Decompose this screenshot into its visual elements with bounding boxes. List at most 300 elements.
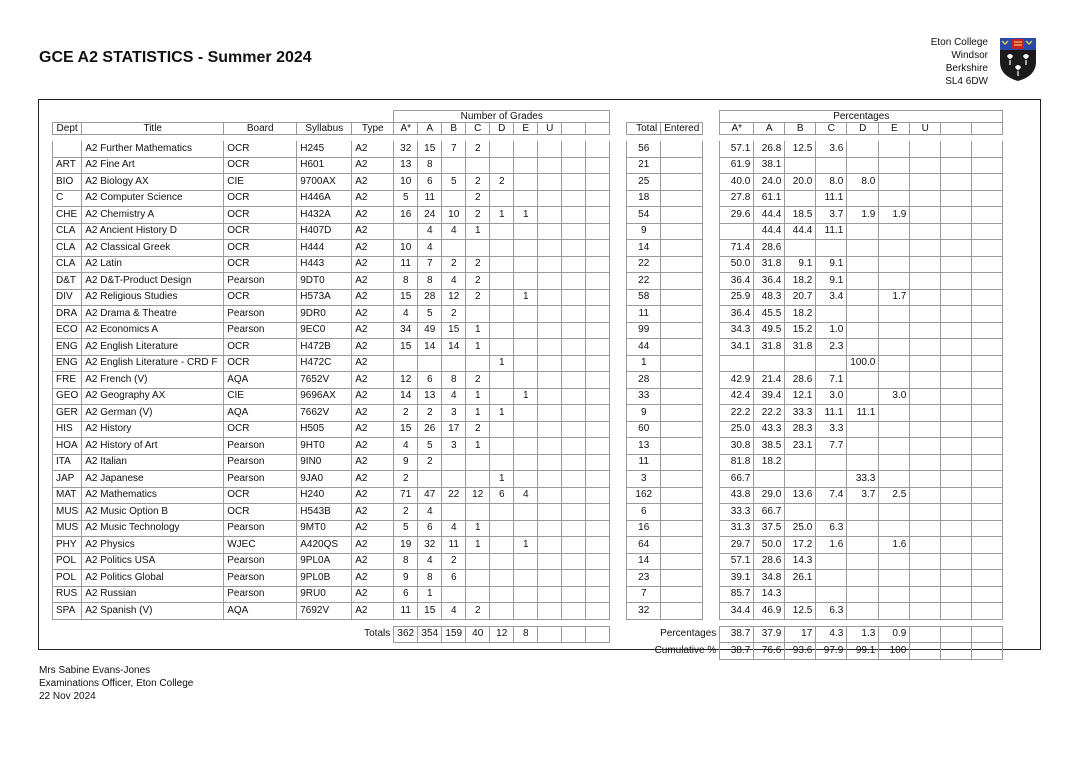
grade-count-cell: 15 bbox=[418, 141, 442, 157]
grade-count-cell: 9 bbox=[394, 454, 418, 471]
total-cell: 18 bbox=[627, 190, 661, 207]
blank-cell bbox=[610, 405, 627, 422]
blank-cell bbox=[941, 504, 972, 521]
grade-percent-cell: 21.4 bbox=[754, 372, 785, 389]
grade-percent-cell: 29.7 bbox=[720, 537, 754, 554]
blank-cell bbox=[703, 306, 720, 323]
grade-count-cell: 1 bbox=[418, 586, 442, 603]
grade-percent-cell bbox=[879, 471, 910, 488]
grade-percent-cell: 18.2 bbox=[785, 306, 816, 323]
total-grade-percent: 37.9 bbox=[754, 626, 785, 643]
dept-cell: MUS bbox=[53, 520, 82, 537]
grade-count-cell bbox=[514, 223, 538, 240]
grade-count-cell bbox=[514, 405, 538, 422]
blank-cell bbox=[610, 207, 627, 224]
blank-cell bbox=[941, 421, 972, 438]
blank-cell bbox=[941, 454, 972, 471]
blank-cell bbox=[941, 322, 972, 339]
table-row bbox=[53, 240, 1003, 257]
blank-cell bbox=[972, 405, 1003, 422]
grade-percent-cell: 1.6 bbox=[879, 537, 910, 554]
total-cell: 44 bbox=[627, 339, 661, 356]
grade-percent-cell bbox=[879, 504, 910, 521]
blank-cell bbox=[703, 603, 720, 620]
grade-count-cell bbox=[490, 553, 514, 570]
table-row bbox=[53, 273, 1003, 290]
total-cell: 33 bbox=[627, 388, 661, 405]
dept-cell: HIS bbox=[53, 421, 82, 438]
total-cell: 14 bbox=[627, 240, 661, 257]
table-row bbox=[53, 141, 1003, 157]
blank-cell bbox=[941, 123, 972, 135]
blank-cell bbox=[586, 438, 610, 455]
grade-percent-cell: 1.6 bbox=[816, 537, 847, 554]
blank-cell bbox=[941, 289, 972, 306]
grade-count-cell bbox=[538, 603, 562, 620]
grade-count-cell: 2 bbox=[466, 207, 490, 224]
syllabus-cell: 9696AX bbox=[297, 388, 352, 405]
blank-cell bbox=[562, 586, 586, 603]
grade-count-cell: 15 bbox=[394, 421, 418, 438]
blank-cell bbox=[941, 141, 972, 157]
grade-percent-cell: 6.3 bbox=[816, 603, 847, 620]
syllabus-cell: 9HT0 bbox=[297, 438, 352, 455]
entered-cell bbox=[661, 487, 703, 504]
syllabus-cell: 7652V bbox=[297, 372, 352, 389]
grade-count-cell bbox=[466, 586, 490, 603]
grade-percent-cell: 31.8 bbox=[754, 339, 785, 356]
grade-count-cell: 2 bbox=[466, 174, 490, 191]
blank-cell bbox=[562, 405, 586, 422]
grade-percent-cell bbox=[910, 372, 941, 389]
blank-cell bbox=[586, 273, 610, 290]
table-row bbox=[53, 355, 1003, 372]
total-cell: 22 bbox=[627, 273, 661, 290]
blank-cell bbox=[562, 537, 586, 554]
blank-cell bbox=[703, 273, 720, 290]
table-row bbox=[53, 487, 1003, 504]
total-grade-count: 354 bbox=[418, 626, 442, 643]
grade-count-cell bbox=[514, 141, 538, 157]
table-row bbox=[53, 520, 1003, 537]
grade-count-cell bbox=[466, 157, 490, 174]
blank-cell bbox=[703, 339, 720, 356]
grade-percent-cell: 37.5 bbox=[754, 520, 785, 537]
board-header: Board bbox=[224, 123, 297, 135]
entered-cell bbox=[661, 471, 703, 488]
blank-cell bbox=[610, 388, 627, 405]
cumulative-label: Cumulative % bbox=[627, 643, 720, 660]
grade-count-cell: 2 bbox=[466, 372, 490, 389]
table-row bbox=[53, 190, 1003, 207]
grade-header: A* bbox=[394, 123, 418, 135]
type-cell: A2 bbox=[352, 355, 394, 372]
blank-cell bbox=[941, 256, 972, 273]
grade-percent-cell bbox=[910, 207, 941, 224]
grade-percent-cell bbox=[847, 537, 879, 554]
grade-count-cell bbox=[490, 322, 514, 339]
blank-cell bbox=[586, 289, 610, 306]
title-cell: A2 Music Option B bbox=[82, 504, 224, 521]
grade-percent-cell: 18.2 bbox=[785, 273, 816, 290]
total-cell: 9 bbox=[627, 405, 661, 422]
percent-grade-header: C bbox=[816, 123, 847, 135]
blank-cell bbox=[941, 372, 972, 389]
grade-percent-cell bbox=[879, 405, 910, 422]
grade-percent-cell: 3.7 bbox=[847, 487, 879, 504]
blank-cell bbox=[941, 487, 972, 504]
blank-cell bbox=[972, 289, 1003, 306]
grade-percent-cell bbox=[910, 520, 941, 537]
grade-count-cell bbox=[514, 372, 538, 389]
blank-cell bbox=[562, 190, 586, 207]
grade-count-cell: 22 bbox=[442, 487, 466, 504]
grade-count-cell bbox=[538, 289, 562, 306]
blank-cell bbox=[586, 339, 610, 356]
title-cell: A2 Politics Global bbox=[82, 570, 224, 587]
syllabus-cell: H444 bbox=[297, 240, 352, 257]
board-cell: OCR bbox=[224, 240, 297, 257]
blank-cell bbox=[610, 111, 627, 123]
dept-cell: SPA bbox=[53, 603, 82, 620]
grade-percent-cell bbox=[847, 157, 879, 174]
grade-percent-cell: 44.4 bbox=[785, 223, 816, 240]
dept-cell: ENG bbox=[53, 339, 82, 356]
grade-percent-cell: 40.0 bbox=[720, 174, 754, 191]
total-grade-percent: 4.3 bbox=[816, 626, 847, 643]
grade-count-cell: 15 bbox=[442, 322, 466, 339]
dept-cell: HOA bbox=[53, 438, 82, 455]
syllabus-cell: H601 bbox=[297, 157, 352, 174]
type-cell: A2 bbox=[352, 240, 394, 257]
total-cell: 162 bbox=[627, 487, 661, 504]
blank-cell bbox=[562, 157, 586, 174]
table-row bbox=[53, 339, 1003, 356]
grade-percent-cell: 1.9 bbox=[847, 207, 879, 224]
percent-grade-header: E bbox=[879, 123, 910, 135]
syllabus-cell: 7662V bbox=[297, 405, 352, 422]
grade-percent-cell: 28.3 bbox=[785, 421, 816, 438]
blank-cell bbox=[972, 306, 1003, 323]
grade-percent-cell: 81.8 bbox=[720, 454, 754, 471]
total-grade-count bbox=[538, 626, 562, 643]
blank-cell bbox=[941, 339, 972, 356]
blank-cell bbox=[562, 355, 586, 372]
blank-cell bbox=[562, 223, 586, 240]
grade-percent-cell bbox=[910, 553, 941, 570]
grade-count-cell: 5 bbox=[418, 306, 442, 323]
grade-count-cell bbox=[538, 471, 562, 488]
grade-percent-cell: 31.8 bbox=[785, 339, 816, 356]
total-grade-count: 8 bbox=[514, 626, 538, 643]
grade-count-cell: 2 bbox=[442, 256, 466, 273]
grade-count-cell: 28 bbox=[418, 289, 442, 306]
grade-count-cell bbox=[466, 570, 490, 587]
grade-percent-cell: 7.4 bbox=[816, 487, 847, 504]
grade-count-cell: 2 bbox=[466, 289, 490, 306]
blank-cell bbox=[610, 372, 627, 389]
grade-percent-cell: 8.0 bbox=[816, 174, 847, 191]
blank-cell bbox=[586, 372, 610, 389]
board-cell: OCR bbox=[224, 207, 297, 224]
blank-cell bbox=[586, 355, 610, 372]
grade-count-cell bbox=[514, 454, 538, 471]
grade-count-cell bbox=[490, 537, 514, 554]
syllabus-cell: H505 bbox=[297, 421, 352, 438]
blank-cell bbox=[703, 421, 720, 438]
grade-count-cell bbox=[514, 339, 538, 356]
blank-cell bbox=[972, 643, 1003, 660]
blank-cell bbox=[703, 141, 720, 157]
entered-cell bbox=[661, 355, 703, 372]
grade-header: A bbox=[418, 123, 442, 135]
grade-percent-cell: 28.6 bbox=[754, 553, 785, 570]
blank-cell bbox=[586, 123, 610, 135]
grade-percent-cell: 22.2 bbox=[754, 405, 785, 422]
grade-percent-cell bbox=[754, 355, 785, 372]
grade-count-cell bbox=[466, 454, 490, 471]
grade-count-cell bbox=[490, 421, 514, 438]
type-cell: A2 bbox=[352, 487, 394, 504]
grade-percent-cell: 66.7 bbox=[720, 471, 754, 488]
entered-cell bbox=[661, 553, 703, 570]
grade-percent-cell: 20.7 bbox=[785, 289, 816, 306]
dept-cell: ART bbox=[53, 157, 82, 174]
grade-count-cell: 4 bbox=[418, 223, 442, 240]
grade-percent-cell bbox=[847, 421, 879, 438]
board-cell: OCR bbox=[224, 256, 297, 273]
blank-cell bbox=[610, 643, 627, 660]
entered-cell bbox=[661, 322, 703, 339]
grade-count-cell bbox=[514, 471, 538, 488]
blank-cell bbox=[972, 339, 1003, 356]
entered-cell bbox=[661, 438, 703, 455]
grade-count-cell: 3 bbox=[442, 405, 466, 422]
blank-cell bbox=[610, 256, 627, 273]
dept-cell: ENG bbox=[53, 355, 82, 372]
blank-cell bbox=[610, 586, 627, 603]
grade-percent-cell bbox=[910, 273, 941, 290]
blank-cell bbox=[586, 388, 610, 405]
grade-percent-cell: 13.6 bbox=[785, 487, 816, 504]
blank-cell bbox=[586, 643, 610, 660]
blank-cell bbox=[562, 388, 586, 405]
title-cell: A2 Italian bbox=[82, 454, 224, 471]
grade-count-cell bbox=[394, 355, 418, 372]
blank-cell bbox=[610, 537, 627, 554]
table-row bbox=[53, 207, 1003, 224]
grade-percent-cell bbox=[910, 355, 941, 372]
grade-count-cell bbox=[538, 537, 562, 554]
total-cell: 11 bbox=[627, 454, 661, 471]
grade-count-cell: 1 bbox=[490, 207, 514, 224]
grade-count-cell bbox=[490, 223, 514, 240]
grade-count-cell: 1 bbox=[466, 322, 490, 339]
type-cell: A2 bbox=[352, 174, 394, 191]
grade-percent-cell bbox=[879, 223, 910, 240]
grade-count-cell bbox=[538, 157, 562, 174]
grade-percent-cell bbox=[847, 289, 879, 306]
grade-count-cell: 2 bbox=[394, 471, 418, 488]
report-date: 22 Nov 2024 bbox=[39, 691, 96, 702]
board-cell: OCR bbox=[224, 289, 297, 306]
total-grade-count: 362 bbox=[394, 626, 418, 643]
title-cell: A2 Further Mathematics bbox=[82, 141, 224, 157]
grade-count-cell: 2 bbox=[466, 141, 490, 157]
grade-percent-cell bbox=[785, 157, 816, 174]
grade-count-cell bbox=[514, 603, 538, 620]
grade-count-cell bbox=[538, 487, 562, 504]
title-cell: A2 Geography AX bbox=[82, 388, 224, 405]
grade-percent-cell: 11.1 bbox=[816, 223, 847, 240]
totals-row bbox=[53, 626, 1003, 643]
dept-header: Dept bbox=[53, 123, 82, 135]
grade-count-cell bbox=[514, 322, 538, 339]
grade-count-cell bbox=[490, 273, 514, 290]
grade-percent-cell: 25.9 bbox=[720, 289, 754, 306]
grades-table bbox=[52, 110, 1003, 660]
title-cell: A2 History bbox=[82, 421, 224, 438]
grade-count-cell: 4 bbox=[442, 603, 466, 620]
blank-cell bbox=[586, 240, 610, 257]
total-cell: 32 bbox=[627, 603, 661, 620]
grade-percent-cell bbox=[910, 240, 941, 257]
type-cell: A2 bbox=[352, 273, 394, 290]
blank-cell bbox=[586, 174, 610, 191]
grade-count-cell bbox=[490, 504, 514, 521]
grade-percent-cell: 42.4 bbox=[720, 388, 754, 405]
blank-cell bbox=[972, 438, 1003, 455]
grade-percent-cell: 39.1 bbox=[720, 570, 754, 587]
grade-count-cell: 2 bbox=[418, 454, 442, 471]
spacer-row bbox=[53, 619, 1003, 626]
blank-cell bbox=[610, 504, 627, 521]
grade-count-cell: 24 bbox=[418, 207, 442, 224]
table-row bbox=[53, 223, 1003, 240]
type-cell: A2 bbox=[352, 289, 394, 306]
blank-cell bbox=[703, 438, 720, 455]
blank-cell bbox=[538, 643, 562, 660]
grade-count-cell bbox=[514, 174, 538, 191]
grade-header: U bbox=[538, 123, 562, 135]
blank-cell bbox=[972, 372, 1003, 389]
dept-cell: GEO bbox=[53, 388, 82, 405]
grade-count-cell bbox=[490, 388, 514, 405]
grade-count-cell: 11 bbox=[394, 603, 418, 620]
grade-count-cell: 2 bbox=[466, 603, 490, 620]
blank-cell bbox=[703, 289, 720, 306]
blank-cell bbox=[586, 471, 610, 488]
board-cell: Pearson bbox=[224, 454, 297, 471]
blank-cell bbox=[703, 372, 720, 389]
grade-percent-cell bbox=[785, 586, 816, 603]
grade-count-cell bbox=[538, 454, 562, 471]
cumulative-percent: 93.6 bbox=[785, 643, 816, 660]
grade-percent-cell bbox=[879, 339, 910, 356]
entered-cell bbox=[661, 504, 703, 521]
syllabus-cell: H573A bbox=[297, 289, 352, 306]
type-cell: A2 bbox=[352, 553, 394, 570]
grade-count-cell bbox=[442, 504, 466, 521]
cumulative-row bbox=[53, 643, 1003, 660]
grade-count-cell: 32 bbox=[394, 141, 418, 157]
blank-cell bbox=[562, 240, 586, 257]
percentages-header: Percentages bbox=[720, 111, 1003, 123]
title-cell: A2 Russian bbox=[82, 586, 224, 603]
board-cell: Pearson bbox=[224, 586, 297, 603]
grade-count-cell bbox=[490, 339, 514, 356]
entered-cell bbox=[661, 174, 703, 191]
total-grade-percent bbox=[910, 626, 941, 643]
grade-count-cell bbox=[394, 223, 418, 240]
grade-percent-cell bbox=[910, 603, 941, 620]
type-cell: A2 bbox=[352, 586, 394, 603]
blank-cell bbox=[562, 174, 586, 191]
grade-percent-cell: 61.9 bbox=[720, 157, 754, 174]
grade-percent-cell: 66.7 bbox=[754, 504, 785, 521]
blank-cell bbox=[562, 306, 586, 323]
blank-cell bbox=[972, 190, 1003, 207]
grade-count-cell bbox=[538, 306, 562, 323]
grade-count-cell bbox=[538, 504, 562, 521]
grade-count-cell: 13 bbox=[418, 388, 442, 405]
grade-percent-cell: 6.3 bbox=[816, 520, 847, 537]
grade-percent-cell: 45.5 bbox=[754, 306, 785, 323]
title-header: Title bbox=[82, 123, 224, 135]
grade-count-cell: 32 bbox=[418, 537, 442, 554]
grade-count-cell: 9 bbox=[394, 570, 418, 587]
blank-cell bbox=[562, 570, 586, 587]
blank-cell bbox=[610, 273, 627, 290]
board-cell: OCR bbox=[224, 339, 297, 356]
grade-count-cell bbox=[514, 240, 538, 257]
board-cell: OCR bbox=[224, 141, 297, 157]
grade-percent-cell: 34.3 bbox=[720, 322, 754, 339]
grade-percent-cell: 12.1 bbox=[785, 388, 816, 405]
blank-cell bbox=[941, 603, 972, 620]
grade-percent-cell bbox=[847, 586, 879, 603]
grade-count-cell bbox=[442, 454, 466, 471]
blank-cell bbox=[941, 240, 972, 257]
entered-cell bbox=[661, 157, 703, 174]
grade-percent-cell: 25.0 bbox=[720, 421, 754, 438]
blank-cell bbox=[941, 190, 972, 207]
blank-cell bbox=[941, 626, 972, 643]
grade-count-cell: 10 bbox=[442, 207, 466, 224]
grade-count-cell: 2 bbox=[466, 256, 490, 273]
grade-count-cell bbox=[490, 454, 514, 471]
grade-percent-cell: 31.8 bbox=[754, 256, 785, 273]
syllabus-cell: H432A bbox=[297, 207, 352, 224]
type-cell: A2 bbox=[352, 421, 394, 438]
grade-percent-cell: 33.3 bbox=[785, 405, 816, 422]
grade-percent-cell: 14.3 bbox=[785, 553, 816, 570]
blank-cell bbox=[586, 603, 610, 620]
grade-count-cell: 1 bbox=[490, 355, 514, 372]
grade-percent-cell bbox=[879, 586, 910, 603]
grade-count-cell: 2 bbox=[394, 405, 418, 422]
grade-count-cell bbox=[418, 355, 442, 372]
blank-cell bbox=[442, 643, 466, 660]
grade-percent-cell bbox=[847, 388, 879, 405]
grade-count-cell bbox=[514, 273, 538, 290]
grade-percent-cell: 39.4 bbox=[754, 388, 785, 405]
grade-count-cell: 4 bbox=[442, 223, 466, 240]
entered-cell bbox=[661, 421, 703, 438]
grade-percent-cell: 26.8 bbox=[754, 141, 785, 157]
entered-cell bbox=[661, 256, 703, 273]
grade-percent-cell bbox=[879, 306, 910, 323]
